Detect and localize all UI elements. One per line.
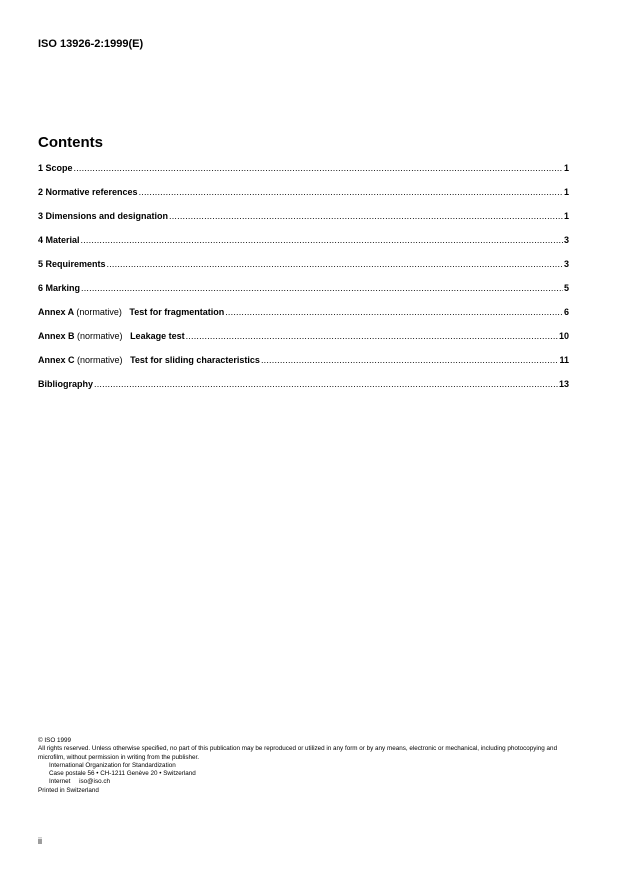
annex-id: Annex B — [38, 331, 75, 341]
toc-entry-page: 6 — [563, 307, 569, 317]
toc-entry-label: 1 Scope — [38, 163, 73, 173]
organization-name: International Organization for Standardization — [49, 761, 176, 769]
toc-entry-normative-references[interactable] — [38, 187, 569, 211]
toc-entry-marking[interactable] — [38, 283, 569, 307]
annex-id: Annex A — [38, 307, 74, 317]
dot-leader — [261, 355, 559, 365]
toc-entry-dimensions[interactable] — [38, 211, 569, 235]
annex-title: Leakage test — [130, 331, 185, 341]
toc-entry-page: 5 — [563, 283, 569, 293]
copyright-line: © ISO 1999 — [38, 737, 71, 744]
toc-entry-label: 6 Marking — [38, 283, 81, 293]
toc-entry-page: 1 — [563, 163, 569, 173]
toc-entry-annex-a[interactable] — [38, 307, 569, 331]
toc-entry-page: 3 — [563, 259, 569, 269]
toc-entry-material[interactable] — [38, 235, 569, 259]
internet-contact: Internet iso@iso.ch — [49, 778, 110, 786]
toc-entry-label: 4 Material — [38, 235, 80, 245]
dot-leader — [107, 259, 563, 269]
dot-leader — [74, 163, 563, 173]
dot-leader — [139, 187, 563, 197]
postal-address: Case postale 56 • CH-1211 Genève 20 • Switzerland — [49, 770, 196, 778]
dot-leader — [169, 211, 563, 221]
annex-type: (normative) — [77, 355, 123, 365]
dot-leader — [186, 331, 558, 341]
dot-leader — [225, 307, 563, 317]
toc-entry-page: 1 — [563, 187, 569, 197]
toc-entry-label: 5 Requirements — [38, 259, 106, 269]
toc-annex-label — [38, 355, 260, 365]
printed-location: Printed in Switzerland — [38, 786, 99, 794]
toc-entry-scope[interactable] — [38, 163, 569, 187]
dot-leader — [81, 235, 563, 245]
toc-entry-annex-b[interactable] — [38, 331, 569, 355]
toc-entry-page: 10 — [558, 331, 569, 341]
toc-entry-bibliography[interactable] — [38, 379, 569, 403]
toc-entry-label: 2 Normative references — [38, 187, 138, 197]
contents-title: Contents — [38, 134, 103, 151]
dot-leader — [81, 283, 563, 293]
toc-entry-page: 13 — [558, 379, 569, 389]
annex-type: (normative) — [77, 331, 123, 341]
toc-entry-page: 1 — [563, 211, 569, 221]
document-id-header: ISO 13926-2:1999(E) — [38, 38, 144, 50]
annex-title: Test for fragmentation — [129, 307, 225, 317]
page-number: ii — [38, 836, 42, 846]
rights-statement: All rights reserved. Unless otherwise specified, no part of this publication may be reproduced or utilized in any form or by any means, electronic or mechanical, including photocopying and microfilm, without permission in writing from the publisher. — [38, 745, 558, 761]
toc-entry-label: 3 Dimensions and designation — [38, 211, 169, 221]
annex-id: Annex C — [38, 355, 75, 365]
toc-entry-page: 11 — [559, 355, 569, 365]
copyright-notice — [38, 737, 578, 795]
toc-entry-annex-c[interactable] — [38, 355, 569, 379]
annex-title: Test for sliding characteristics — [130, 355, 260, 365]
toc-entry-label: Bibliography — [38, 379, 94, 389]
toc-annex-label — [38, 307, 224, 317]
toc-annex-label — [38, 331, 185, 341]
table-of-contents — [38, 163, 569, 403]
toc-entry-requirements[interactable] — [38, 259, 569, 283]
dot-leader — [94, 379, 558, 389]
toc-entry-page: 3 — [563, 235, 569, 245]
annex-type: (normative) — [76, 307, 122, 317]
